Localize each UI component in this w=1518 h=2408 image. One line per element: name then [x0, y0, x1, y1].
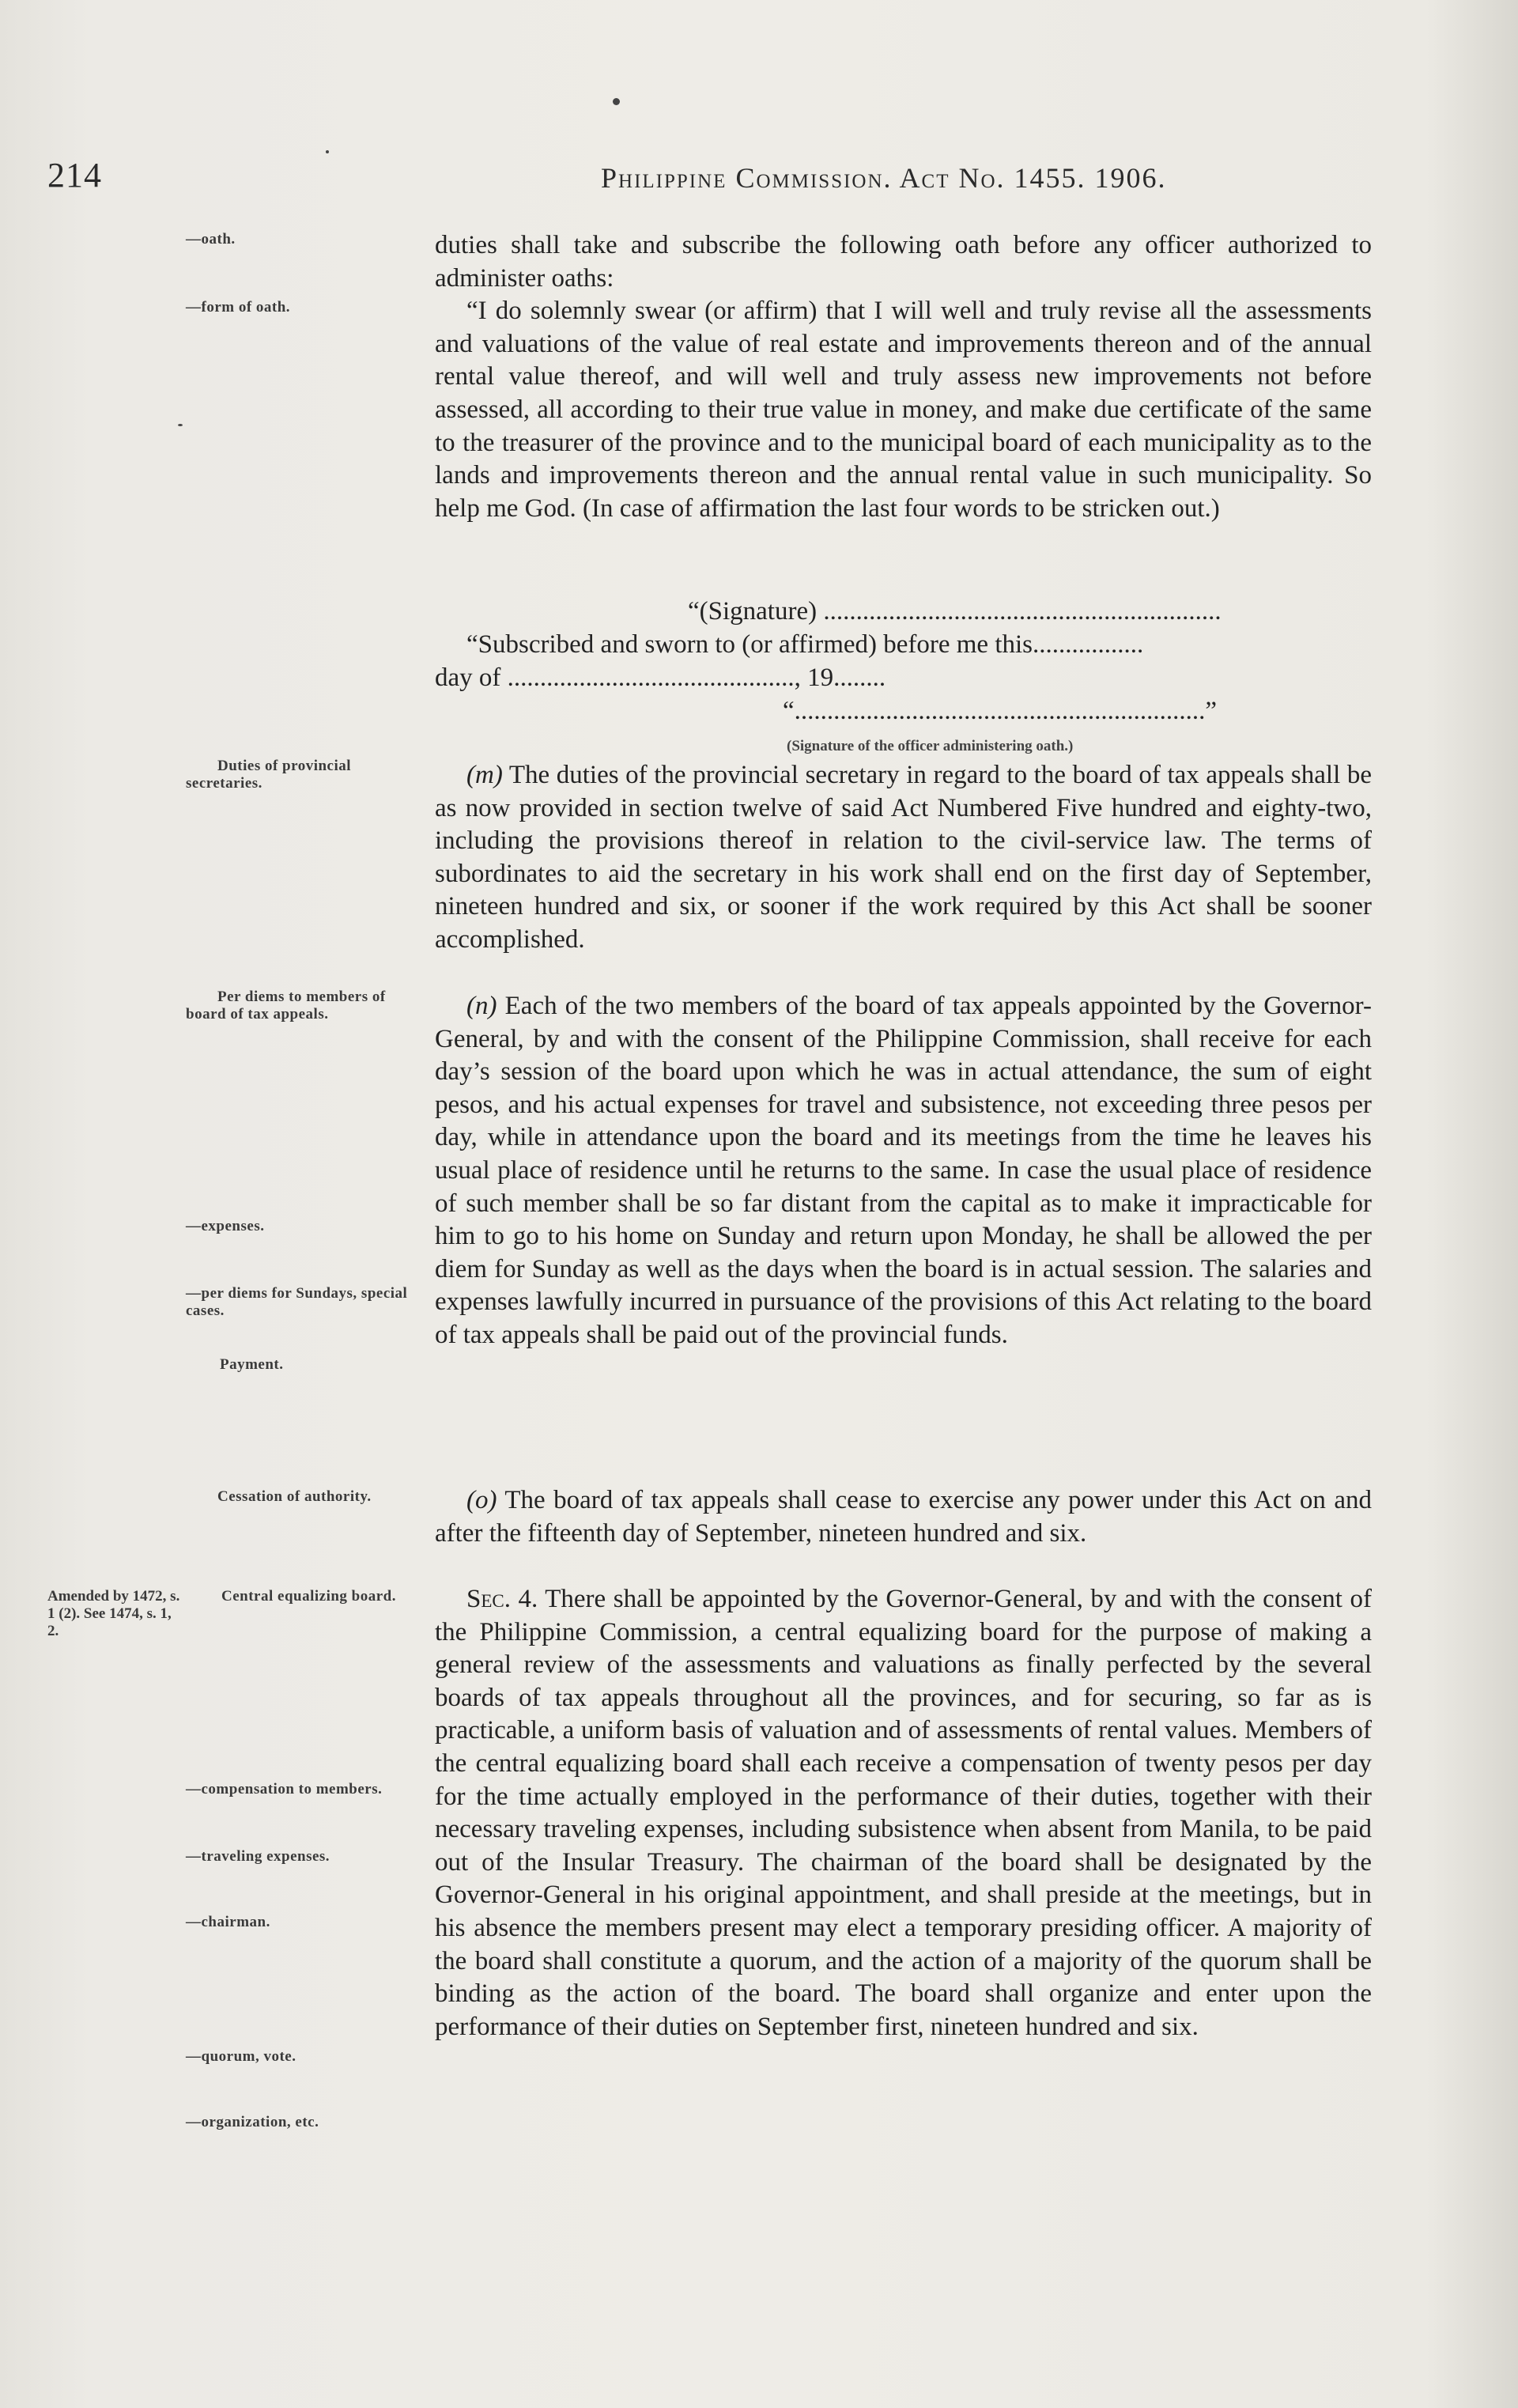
oath-intro: duties shall take and subscribe the following oath before any officer authorized to administer oaths:: [435, 231, 1372, 293]
page-header: [47, 155, 1265, 195]
margin-note-chairman: —chairman.: [186, 1914, 270, 1930]
section-4-label: Sec. 4.: [466, 1585, 538, 1613]
subscribed-line: “Subscribed and sworn to (or affirmed) before me this.................: [466, 630, 1144, 659]
margin-note-duties-secretaries: Duties of provincial secretaries.: [186, 758, 352, 792]
margin-note-expenses: —expenses.: [186, 1218, 265, 1234]
section-4: [435, 1583, 1372, 2043]
paragraph-o: [435, 1484, 1372, 1550]
paragraph-n: [435, 990, 1372, 1352]
signature-line: “(Signature) .............................................................: [688, 597, 1222, 626]
margin-note-quorum: —quorum, vote.: [186, 2048, 296, 2065]
paragraph-m-text: The duties of the provincial secretary in regard to the board of tax appeals shall be as now provided in section twelve of said Act Numbered Five hundred and eighty-two, including the provisions thereof in relation to the civil-service law. The terms of subordinates to aid the secretary in his work shall end on the first day of September, nineteen hundred and six, or sooner if the work required by this Act shall be sooner accomplished.: [435, 761, 1372, 954]
ink-speck: [326, 150, 329, 153]
paragraph-o-letter: (o): [466, 1486, 497, 1514]
margin-note-traveling: —traveling expenses.: [186, 1848, 330, 1865]
margin-note-cessation: Cessation of authority.: [217, 1488, 372, 1505]
oath-section: [435, 229, 1372, 525]
page-number: 214: [47, 156, 102, 195]
paragraph-n-letter: (n): [466, 992, 497, 1020]
section-4-text: There shall be appointed by the Governor-General, by and with the consent of the Philippine Commission, a central equalizing board for the purpose of making a general review of the assessments and valuations as finally perfected by the several boards of tax appeals throughout all the provinces, and for securing, so far as is practicable, a uniform basis of valuation and of assessments of rental values. Members of the central equalizing board shall each receive a compensation of twenty pesos per day for the time actually employed in the performance of their duties, together with their necessary traveling expenses, including subsistence when absent from Manila, to be paid out of the Insular Treasury. The chairman of the board shall be designated by the Governor-General in his original appointment, and shall preside at the meetings, but in his absence the members present may elect a temporary presiding officer. A majority of the board shall constitute a quorum, and the action of a majority of the quorum shall be binding as the action of the board. The board shall organize and enter upon the performance of their duties on September first, nineteen hundred and six.: [435, 1585, 1373, 2041]
day-line: day of ............................................, 19........: [435, 663, 886, 692]
oath-text: “I do solemnly swear (or affirm) that I will well and truly revise all the assessments and valuations of the value of real estate and improvements thereon and of the annual rental value thereof, and will well and truly assess new improvements not before assessed, all according to their true value in money, and make due certificate of the same to the treasurer of the province and to the municipal board of each municipality as to the lands and improvements thereon and the annual rental value in such municipality. So help me God. (In case of affirmation the last four words to be stricken out.): [435, 297, 1372, 523]
margin-note-form-of-oath: —form of oath.: [186, 299, 291, 316]
ink-speck: [178, 424, 183, 426]
officer-signature-caption: (Signature of the officer administering oath.): [787, 738, 1074, 754]
ink-speck: [613, 98, 620, 105]
margin-note-payment: Payment.: [220, 1356, 284, 1373]
paragraph-n-text: Each of the two members of the board of tax appeals appointed by the Governor-General, by and with the consent of the Philippine Commission, shall receive for each day’s session of the board upon which he was in actual attendance, the sum of eight pesos, and his actual expenses for travel and subsistence, not exceeding three pesos per day, while in attendance upon the board and its meetings from the time he leaves his usual place of residence until he returns to the same. In case the usual place of residence of such member shall be so far distant from the capital as to make it impracticable for him to go to his home on Sunday and return upon Monday, he shall be allowed the per diem for Sunday as well as the days when the board is in actual session. The salaries and expenses lawfully incurred in pursuance of the provisions of this Act relating to the board of tax appeals shall be paid out of the provincial funds.: [435, 992, 1372, 1349]
margin-note-per-diems: Per diems to members of board of tax appeals.: [186, 989, 386, 1023]
margin-note-organization: —organization, etc.: [186, 2114, 319, 2130]
running-head: Philippine Commission. Act No. 1455. 1906.: [601, 162, 1167, 194]
paragraph-m-letter: (m): [466, 761, 503, 789]
paragraph-m: [435, 759, 1372, 957]
officer-signature-line: “...............................................................”: [783, 697, 1218, 725]
paragraph-o-text: The board of tax appeals shall cease to exercise any power under this Act on and after the fifteenth day of September, nineteen hundred and six.: [435, 1486, 1372, 1548]
margin-note-oath: —oath.: [186, 231, 236, 248]
margin-note-amended: Amended by 1472, s. 1 (2). See 1474, s. 1, 2.: [47, 1588, 180, 1639]
signature-section: [435, 595, 1372, 754]
margin-note-per-diems-sundays: —per diems for Sundays, special cases.: [186, 1285, 408, 1319]
margin-note-compensation: —compensation to members.: [186, 1781, 383, 1797]
margin-note-central-board: Central equalizing board.: [221, 1588, 396, 1605]
